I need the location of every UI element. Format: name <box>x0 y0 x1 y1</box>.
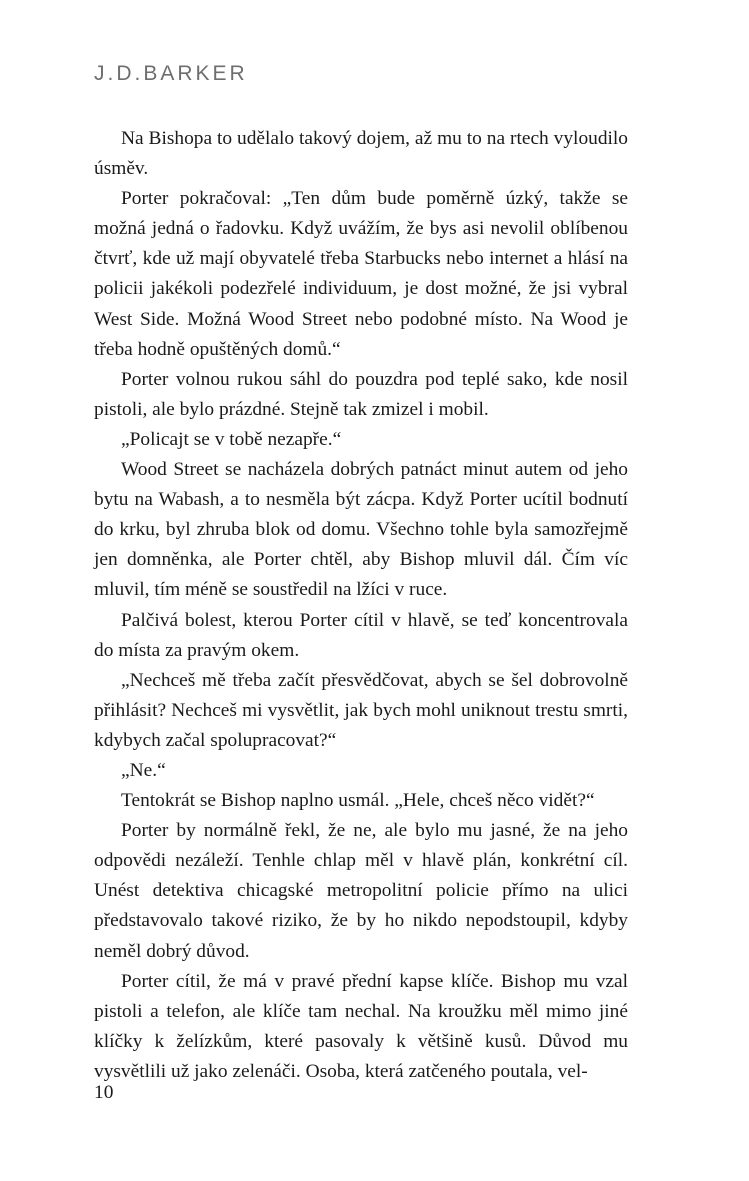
paragraph: „Nechceš mě třeba začít přesvědčovat, abych se šel dobrovolně přihlásit? Nechceš mi vysvětlit, jak bych mohl uniknout trestu smrti, kdybych začal spolupracovat?“ <box>94 669 628 751</box>
paragraph: Tentokrát se Bishop naplno usmál. „Hele, chceš něco vidět?“ <box>121 790 595 812</box>
paragraph: „Ne.“ <box>121 759 166 781</box>
paragraph: Porter cítil, že má v pravé přední kapse klíče. Bishop mu vzal pistoli a telefon, ale klíče tam nechal. Na kroužku měl mimo jiné klíčky k želízkům, které pasovaly k většině kusů. Důvod mu vysvětlili už jako zelenáči. Osoba, která zatčeného poutala, vel- <box>94 970 628 1082</box>
paragraph: Palčivá bolest, kterou Porter cítil v hlavě, se teď koncentrovala do místa za pravým okem. <box>94 609 628 661</box>
paragraph: Wood Street se nacházela dobrých patnáct minut autem od jeho bytu na Wabash, a to nesměla být zácpa. Když Porter ucítil bodnutí do krku, byl zhruba blok od domu. Všechno tohle byla samozřejmě jen domněnka, ale Porter chtěl, aby Bishop mluvil dál. Čím víc mluvil, tím méně se soustředil na lžíci v ruce. <box>94 459 628 601</box>
page-number: 10 <box>94 1082 114 1103</box>
body-text <box>94 124 628 1087</box>
running-head: J.D.BARKER <box>94 62 248 85</box>
paragraph: „Policajt se v tobě nezapře.“ <box>121 428 342 450</box>
paragraph: Porter pokračoval: „Ten dům bude poměrně úzký, takže se možná jedná o řadovku. Když uvážím, že bys asi nevolil oblíbenou čtvrť, kde už mají obyvatelé třeba Starbucks nebo internet a hlásí na policii jakékoli podezřelé individuum, je dost možné, že jsi vybral West Side. Možná Wood Street nebo podobné místo. Na Wood je třeba hodně opuštěných domů.“ <box>94 188 628 360</box>
paragraph: Porter by normálně řekl, že ne, ale bylo mu jasné, že na jeho odpovědi nezáleží. Tenhle chlap měl v hlavě plán, konkrétní cíl. Unést detektiva chicagské metropolitní policie přímo na ulici představovalo takové riziko, že by ho nikdo nepodstoupil, kdyby neměl dobrý důvod. <box>94 820 628 962</box>
paragraph: Na Bishopa to udělalo takový dojem, až mu to na rtech vyloudilo úsměv. <box>94 128 628 180</box>
paragraph: Porter volnou rukou sáhl do pouzdra pod teplé sako, kde nosil pistoli, ale bylo prázdné. Stejně tak zmizel i mobil. <box>94 368 628 420</box>
